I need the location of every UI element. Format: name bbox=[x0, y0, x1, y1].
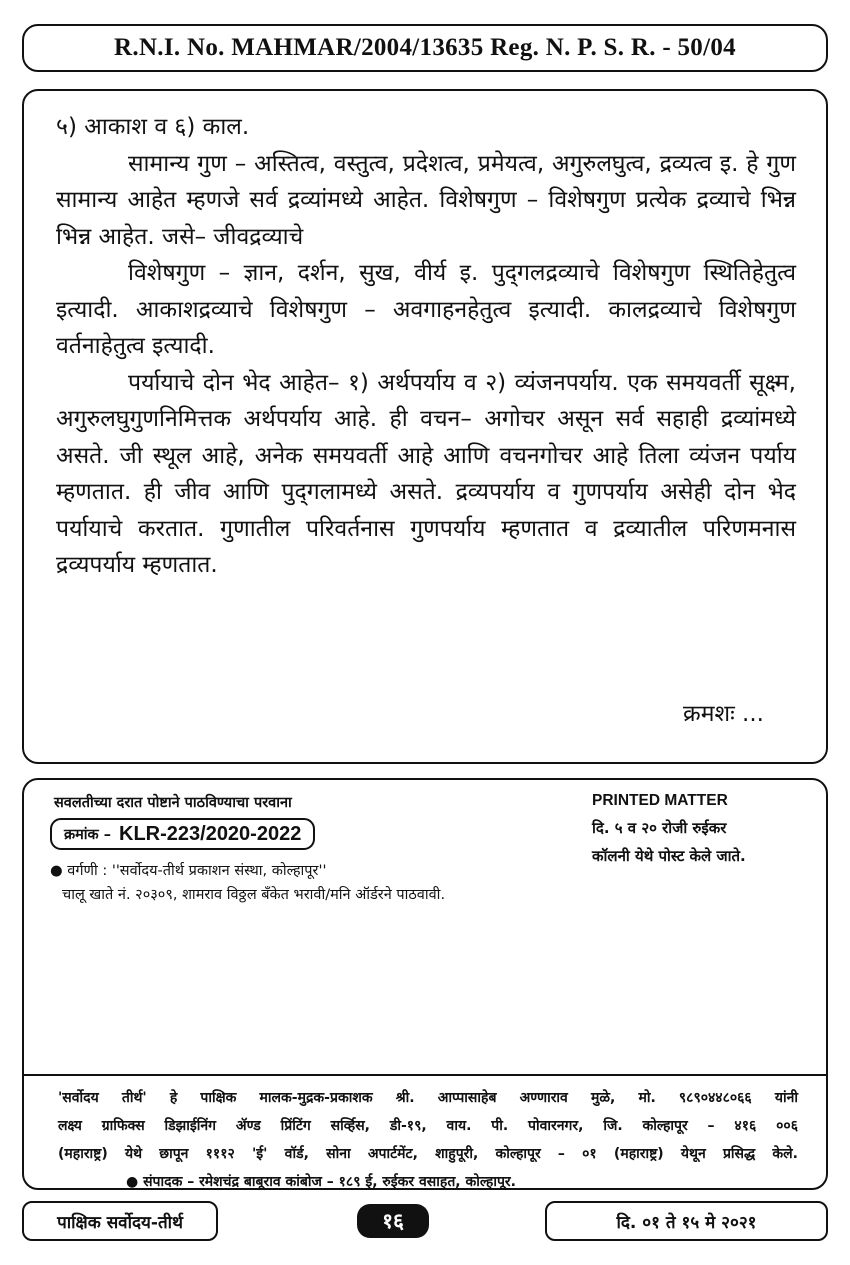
divider bbox=[24, 1074, 826, 1076]
postal-info-box bbox=[22, 778, 828, 1190]
article-para-2: सामान्य गुण – अस्तित्व, वस्तुत्व, प्रदेशत्व, प्रमेयत्व, अगुरुलघुत्व, द्रव्यत्व इ. हे गुण सामान्य आहेत म्हणजे सर्व द्रव्यांमध्ये आहेत. विशेषगुण – विशेषगुण प्रत्येक द्रव्याचे भिन्न भिन्न आहेत. जसे– जीवद्रव्याचे bbox=[56, 150, 796, 250]
subscription-line: ● वर्गणी : ''सर्वोदय-तीर्थ प्रकाशन संस्था, कोल्हापूर'' bbox=[50, 863, 327, 879]
continued-label: क्रमशः ... bbox=[683, 701, 764, 727]
article-box bbox=[22, 89, 828, 764]
article-para-4: पर्यायाचे दोन भेद आहेत– १) अर्थपर्याय व २) व्यंजनपर्याय. एक समयवर्ती सूक्ष्म, अगुरुलघुगुणनिमित्तक अर्थपर्याय आहे. ही वचन– अगोचर असून सर्व सहाही द्रव्यांमध्ये असते. जी स्थूल आहे, अनेक समयवर्ती आहे आणि वचनगोचर आहे तिला व्यंजन पर्याय म्हणतात. ही जीव आणि पुद्‌गलामध्ये असते. द्रव्यपर्याय व गुणपर्याय असेही दोन भेद पर्यायाचे करतात. गुणातील परिवर्तनास गुणपर्याय म्हणतात व द्रव्यातील परिणमनास द्रव्यपर्याय म्हणतात. bbox=[56, 369, 796, 578]
imprint-line-2: लक्ष्य ग्राफिक्स डिझाईनिंग ॲण्ड प्रिंटिंग सर्व्हिस, डी-१९, वाय. पी. पोवारनगर, जि. कोल्हापूर – ४१६ ००६ bbox=[58, 1118, 798, 1134]
posting-note-line-1: दि. ५ व २० रोजी रुईकर bbox=[592, 819, 727, 837]
rni-header: R.N.I. No. MAHMAR/2004/13635 Reg. N. P. S. R. - 50/04 bbox=[22, 24, 828, 72]
posting-note-line-2: कॉलनी येथे पोस्ट केले जाते. bbox=[592, 847, 746, 865]
editor-line: ● संपादक – रमेशचंद्र बाबूराव कांबोज – १८९ ई, रुईकर वसाहत, कोल्हापूर. bbox=[126, 1174, 516, 1190]
kramank-badge bbox=[50, 818, 315, 850]
postal-permit-text: सवलतीच्या दरात पोष्टाने पाठविण्याचा परवाना bbox=[54, 795, 292, 811]
kramank-label: क्रमांक – bbox=[64, 827, 111, 843]
article-para-3: विशेषगुण – ज्ञान, दर्शन, सुख, वीर्य इ. पुद्‌गलद्रव्याचे विशेषगुण स्थितिहेतुत्व इत्यादी. आकाशद्रव्याचे विशेषगुण – अवगाहनहेतुत्व इत्यादी. कालद्रव्याचे विशेषगुण वर्तनाहेतुत्व इत्यादी. bbox=[56, 260, 796, 359]
imprint-block bbox=[58, 1084, 798, 1196]
kramank-value: KLR-223/2020-2022 bbox=[119, 822, 302, 845]
issue-date-badge: दि. ०१ ते १५ मे २०२१ bbox=[545, 1201, 828, 1241]
article-para-1: ५) आकाश व ६) काल. bbox=[56, 114, 250, 140]
imprint-line-1: 'सर्वोदय तीर्थ' हे पाक्षिक मालक-मुद्रक-प्रकाशक श्री. आप्पासाहेब अण्णाराव मुळे, मो. ९८९०४४८०६६ यांनी bbox=[58, 1090, 798, 1106]
printed-matter-title: PRINTED MATTER bbox=[592, 792, 728, 809]
imprint-line-3: (महाराष्ट्र) येथे छापून १११२ 'ई' वॉर्ड, सोना अपार्टमेंट, शाहुपूरी, कोल्हापूर – ०१ (महाराष्ट्र) येथून प्रसिद्ध केले. bbox=[58, 1146, 798, 1162]
publication-name-badge: पाक्षिक सर्वोदय-तीर्थ bbox=[22, 1201, 218, 1241]
page-number: १६ bbox=[357, 1204, 429, 1238]
account-line: चालू खाते नं. २०३०९, शामराव विठ्ठल बँकेत भरावी/मनि ऑर्डरने पाठवावी. bbox=[62, 887, 446, 903]
